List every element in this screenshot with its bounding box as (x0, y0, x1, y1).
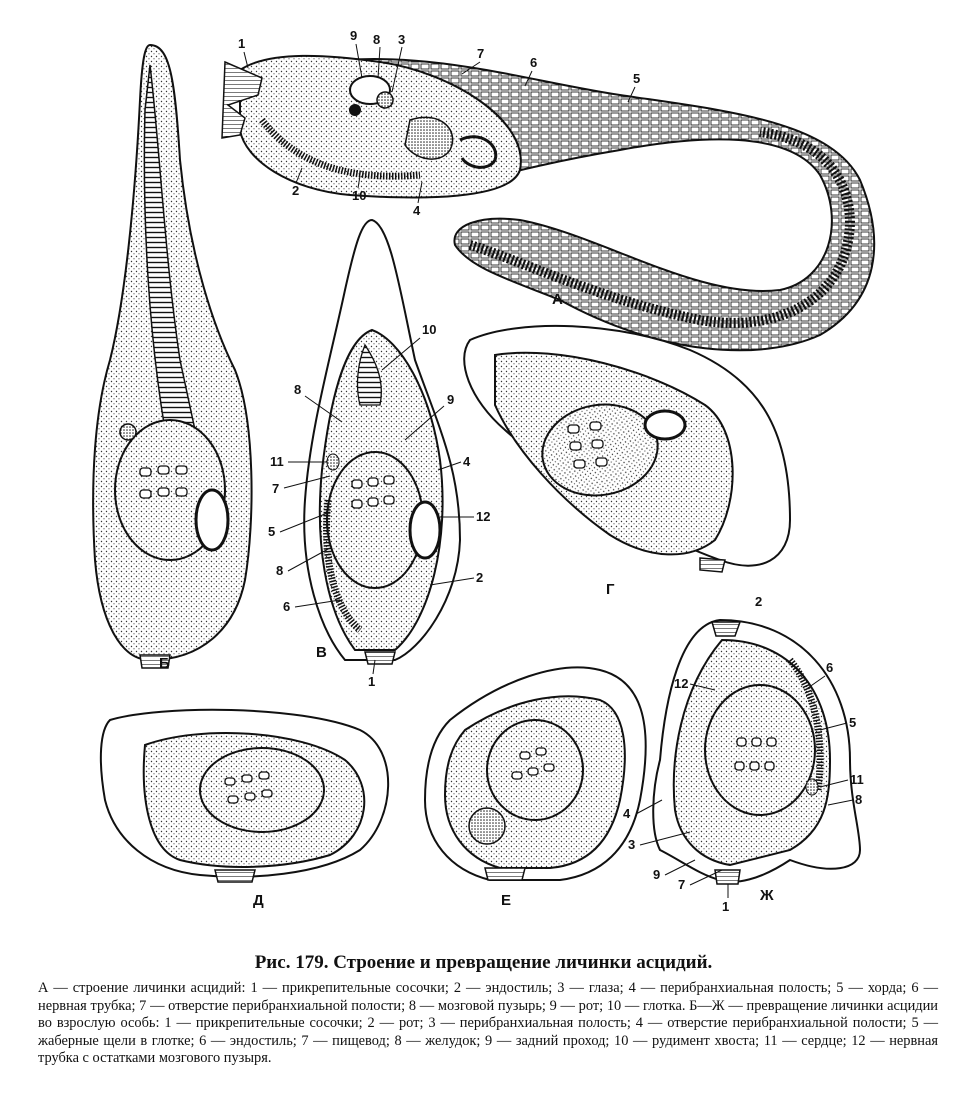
label-v-2: 2 (476, 570, 484, 585)
label-v-8-top: 8 (294, 382, 302, 397)
label-a-10: 10 (352, 188, 367, 203)
panel-label-e: Е (501, 892, 512, 909)
panel-zh-pharynx (705, 685, 815, 815)
label-v-5: 5 (268, 524, 276, 539)
label-a-4: 4 (413, 203, 421, 218)
panel-b-metamorphosis (93, 45, 251, 668)
label-zh-1: 1 (722, 899, 730, 914)
panel-label-b: Б (159, 655, 170, 672)
label-zh-4: 4 (623, 806, 631, 821)
label-v-12: 12 (476, 509, 491, 524)
label-v-9: 9 (447, 392, 455, 407)
larva-a-eye (377, 92, 393, 108)
figure-caption-body: А — строение личинки асцидий: 1 — прикрепительные сосочки; 2 — эндостиль; 3 — глаза; 4 — перибранхиальная полость; 5 — хорда; 6 — нервная трубка; 7 — отверстие перибранхиальной полости; 8 — мозговой пузырь; 9 — рот; 10 — глотка. Б—Ж — превращение личинки асцидии во взрослую особь: 1 — прикрепительные сосочки; 2 — рот; 3 — перибранхиальная полость; 4 — отверстие перибранхиальной полости; 5 — жаберные щели в глотке; 6 — эндостиль; 7 — пищевод; 8 — желудок; 9 — задний проход; 10 — рудимент хвоста; 11 — сердце; 12 — нервная трубка с остатками мозгового пузыря. (38, 980, 938, 1066)
label-v-1: 1 (368, 674, 376, 689)
panel-label-a: А (552, 291, 563, 308)
panel-v-gut (410, 502, 440, 558)
panel-e-metamorphosis (425, 667, 646, 880)
panel-v-heart (327, 454, 339, 470)
panel-v-papillae (365, 652, 395, 664)
label-a-3: 3 (398, 32, 406, 47)
panel-g-gut (645, 411, 685, 439)
figure-caption-title: Рис. 179. Строение и превращение личинки асцидий. (254, 952, 713, 973)
panel-d-pharynx (200, 748, 324, 832)
label-a-1: 1 (238, 36, 246, 51)
label-zh-11: 11 (850, 772, 864, 787)
label-a-8: 8 (373, 32, 381, 47)
label-v-7: 7 (272, 481, 280, 496)
label-v-11: 11 (270, 454, 284, 469)
larva-a-eye-2 (349, 104, 361, 116)
panel-b-eye (120, 424, 136, 440)
panel-e-stomach (469, 808, 505, 844)
label-a-2: 2 (292, 183, 300, 198)
label-zh-9: 9 (653, 867, 661, 882)
panel-d-metamorphosis (101, 710, 388, 882)
label-a-7: 7 (477, 46, 485, 61)
panel-label-g: Г (606, 581, 615, 598)
panel-v-pharynx (327, 452, 423, 588)
panel-e-papillae (485, 868, 525, 880)
panel-label-zh: Ж (760, 887, 774, 904)
panel-a-larva (222, 56, 874, 350)
panel-b-gut (196, 490, 228, 550)
label-v-6: 6 (283, 599, 291, 614)
label-zh-8: 8 (855, 792, 863, 807)
panel-zh-heart (806, 779, 818, 795)
panel-g-papillae (700, 558, 725, 572)
label-a-9: 9 (350, 28, 358, 43)
panel-v-metamorphosis (304, 220, 460, 664)
label-zh-7: 7 (678, 877, 686, 892)
panel-g-metamorphosis (464, 326, 790, 572)
label-v-10: 10 (422, 322, 437, 337)
label-v-8-bottom: 8 (276, 563, 284, 578)
panel-d-papillae (215, 870, 255, 882)
label-a-5: 5 (633, 71, 641, 86)
panel-label-d: Д (253, 892, 264, 909)
label-zh-12: 12 (674, 676, 689, 691)
label-a-6: 6 (530, 55, 538, 70)
label-zh-6: 6 (826, 660, 834, 675)
label-zh-3: 3 (628, 837, 636, 852)
label-v-4: 4 (463, 454, 471, 469)
panel-label-v: В (316, 644, 327, 661)
larva-a-gut (405, 117, 453, 159)
panel-zh-papillae (715, 870, 740, 884)
label-zh-5: 5 (849, 715, 857, 730)
label-zh-2: 2 (755, 594, 763, 609)
panel-zh-mouth (712, 622, 740, 636)
